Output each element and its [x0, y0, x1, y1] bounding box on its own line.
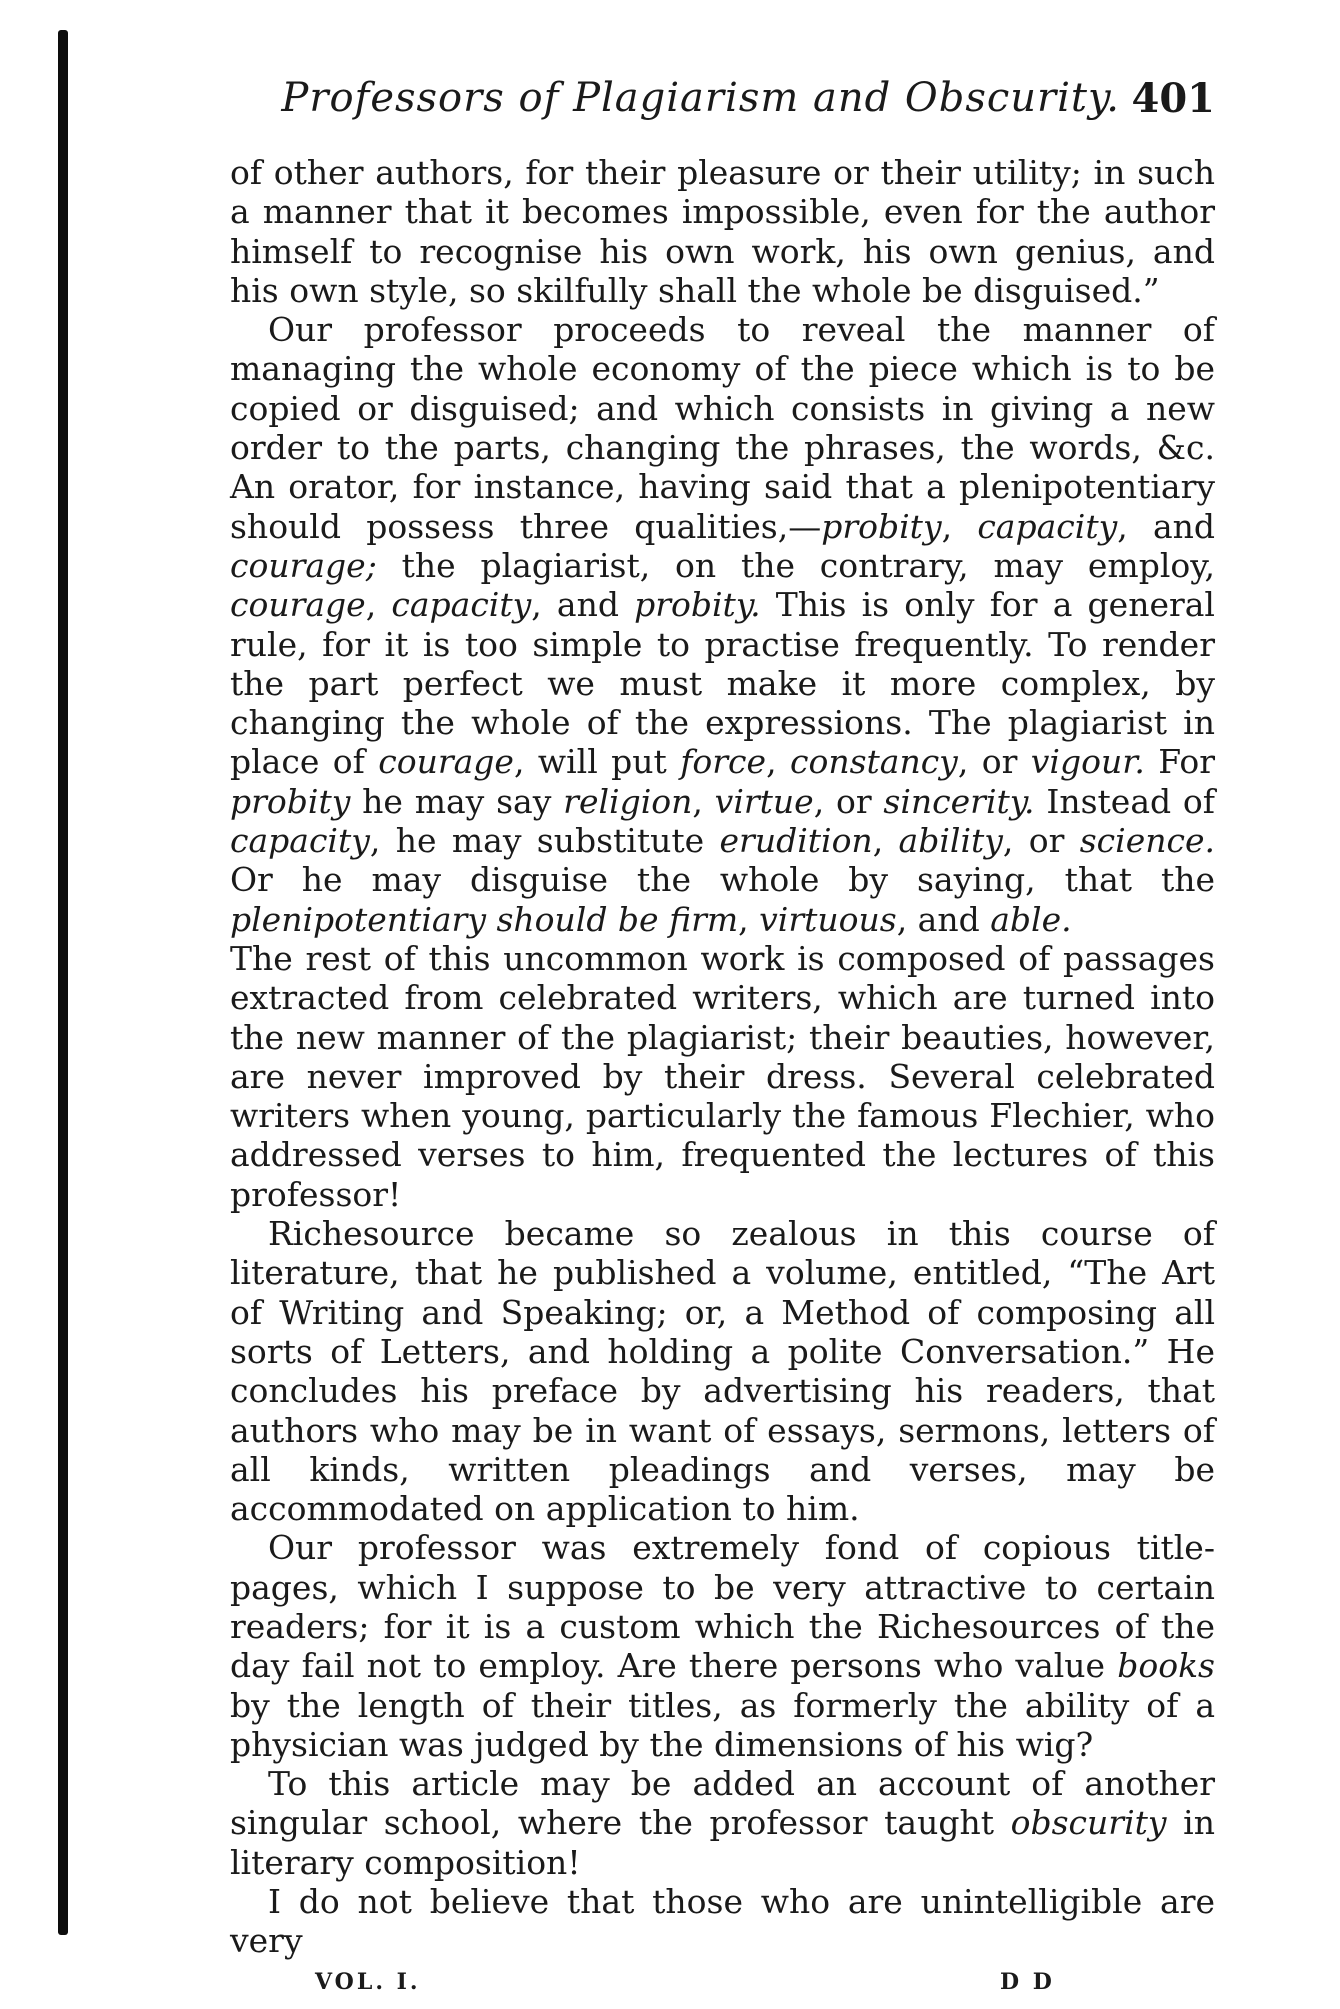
paragraph [230, 153, 1215, 310]
text-run: Our professor proceeds to reveal the manner of managing the whole economy of the piece which is to be copied or disguised; and which consists in giving a new order to the parts, changing the phrases, the words, &c. An orator, for instance, having said that a plenipotentiary should possess three qualities,— [230, 310, 1215, 546]
text-run: , [738, 899, 760, 939]
italic-text: constancy [789, 742, 958, 782]
text-run: I do not believe that those who are unintelligible are very [230, 1882, 1215, 1961]
book-page [230, 75, 1215, 2009]
volume-mark: VOL. I. [315, 1968, 421, 1995]
scan-binding-edge [58, 30, 68, 1935]
italic-text: probity [821, 506, 942, 546]
text-run: of other authors, for their pleasure or their utility; in such a manner that it becomes impossible, even for the author himself to recognise his own work, his own genius, and his own style, so skilfully shall the whole be disguised.” [230, 153, 1215, 310]
paragraph [230, 939, 1215, 1214]
italic-text: sincerity. [883, 781, 1035, 821]
text-run: , will put [513, 742, 681, 782]
italic-text: force [680, 742, 767, 782]
text-run: he may say [350, 781, 564, 821]
italic-text: obscurity [1010, 1803, 1167, 1843]
text-run: For [1144, 742, 1215, 782]
text-run: by the length of their titles, as formerly the ability of a physician was judged by the dimensions of his wig? [230, 1685, 1215, 1764]
paragraph [230, 1764, 1215, 1882]
italic-text: erudition [719, 821, 873, 861]
italic-text: probity. [634, 585, 761, 625]
text-run: , or [813, 781, 884, 821]
italic-text: religion [563, 781, 693, 821]
body-text [230, 153, 1215, 1961]
paragraph [230, 310, 1215, 939]
page-number: 401 [1131, 75, 1215, 122]
running-title: Professors of Plagiarism and Obscurity. [281, 75, 1120, 121]
text-run: Our professor was extremely fond of copious title-pages, which I suppose to be very attractive to certain readers; for it is a custom which the Richesources of the day fail not to employ. Are there persons who value [230, 1528, 1215, 1686]
running-head [230, 75, 1215, 135]
text-run: Richesource became so zealous in this course of literature, that he published a volume, entitled, “The Art of Writing and Speaking; or, a Method of composing all sorts of Letters, and holding a polite Conversation.” He concludes his preface by advertising his readers, that authors who may be in want of essays, sermons, letters of all kinds, written pleadings and verses, may be accommodated on application to him. [230, 1214, 1215, 1529]
italic-text: books [1117, 1646, 1215, 1686]
text-run: , and [531, 585, 635, 625]
italic-text: probity [230, 781, 351, 821]
italic-text: virtuous [759, 899, 897, 939]
italic-text: courage [378, 742, 514, 782]
paragraph [230, 1528, 1215, 1764]
text-run: the plagiarist, on the contrary, may employ, [376, 545, 1215, 585]
text-run: , [941, 506, 978, 546]
text-run: , [692, 781, 715, 821]
italic-text: able. [990, 899, 1072, 939]
italic-text: capacity [977, 506, 1118, 546]
text-run: The rest of this uncommon work is composed of passages extracted from celebrated writers, which are turned into the new manner of the plagiarist; their beauties, however, are never improved by their dress. Several celebrated writers when young, particularly the famous Flechier, who addressed verses to him, frequented the lectures of this professor! [230, 938, 1215, 1214]
text-run: Instead of [1034, 781, 1216, 821]
italic-text: science. [1079, 821, 1215, 861]
text-run: , and [1117, 506, 1216, 546]
italic-text: vigour. [1030, 742, 1145, 782]
text-run: , [872, 821, 899, 861]
italic-text: capacity [391, 585, 532, 625]
text-run: in literary composition! [230, 1803, 1215, 1882]
text-run: , or [957, 742, 1031, 782]
text-run: , [766, 742, 790, 782]
italic-text: capacity [230, 821, 370, 861]
text-run: , he may substitute [369, 821, 720, 861]
paragraph [230, 1214, 1215, 1528]
text-run: , [365, 585, 392, 625]
signature-mark: D D [1000, 1968, 1055, 1995]
text-run: , and [896, 899, 991, 939]
paragraph [230, 1882, 1215, 1961]
italic-text: ability [898, 821, 1003, 861]
italic-text: virtue [714, 781, 814, 821]
text-run: , or [1002, 821, 1080, 861]
text-run: To this article may be added an account of another singular school, where the professor taught [230, 1764, 1215, 1843]
italic-text: plenipotentiary should be firm [230, 899, 739, 939]
italic-text: courage [230, 585, 366, 625]
page-footer [230, 1969, 1215, 2009]
text-run: Or he may disguise the whole by saying, that the [230, 860, 1215, 900]
italic-text: courage; [230, 545, 377, 585]
text-run: This is only for a general rule, for it is too simple to practise frequently. To render the part perfect we must make it more complex, by changing the whole of the expressions. The plagiarist in place of [230, 585, 1215, 782]
